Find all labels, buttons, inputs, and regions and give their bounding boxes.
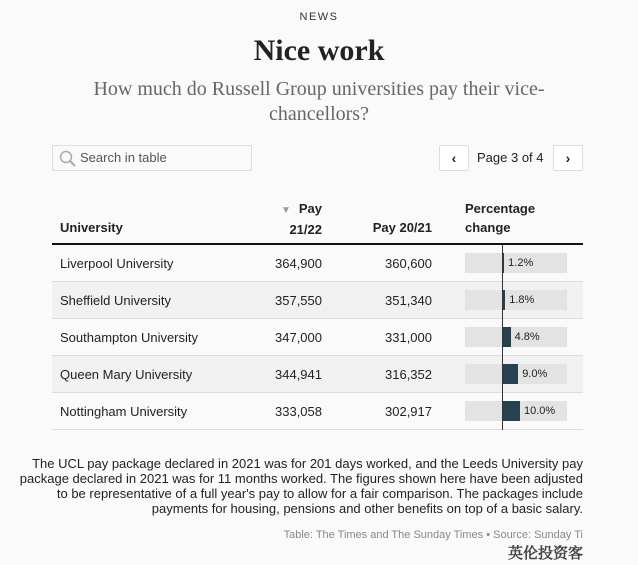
cell-university: Nottingham University bbox=[60, 404, 188, 419]
search-placeholder: Search in table bbox=[80, 150, 167, 165]
cell-pay-2021: 316,352 bbox=[385, 367, 432, 382]
table-row bbox=[52, 245, 583, 282]
cell-percentage: 1.2% bbox=[508, 257, 534, 269]
header-pay-2122[interactable]: ▼ Pay 21/22 bbox=[280, 201, 322, 237]
sort-desc-icon: ▼ bbox=[280, 205, 291, 216]
header-pay-2021[interactable]: Pay 20/21 bbox=[372, 220, 432, 235]
zero-axis-line bbox=[502, 245, 503, 430]
search-input[interactable] bbox=[52, 145, 252, 171]
cell-percentage: 9.0% bbox=[522, 368, 548, 380]
percentage-bar bbox=[502, 327, 511, 347]
footnote: The UCL pay package declared in 2021 was for 201 days worked, and the Leeds University pay package declared in 2021 was for 11 months worked. The figures shown here have been adjusted to be representative of a full year's pay to allow for a fair comparison. The packages include payments for housing, pensions and other benefits on top of a basic salary. bbox=[19, 456, 583, 516]
kicker: NEWS bbox=[299, 11, 339, 23]
cell-university: Southampton University bbox=[60, 330, 199, 345]
cell-percentage: 10.0% bbox=[524, 405, 556, 417]
table-row bbox=[52, 282, 583, 319]
cell-pay-2021: 360,600 bbox=[385, 256, 432, 271]
subtitle: How much do Russell Group universities pay their vice-chancellors? bbox=[93, 78, 545, 125]
cell-pay-2122: 364,900 bbox=[275, 256, 322, 271]
cell-percentage: 1.8% bbox=[509, 294, 535, 306]
table-row bbox=[52, 356, 583, 393]
page-title: Nice work bbox=[253, 34, 385, 67]
next-page-button[interactable]: › bbox=[553, 145, 583, 171]
cell-pay-2122: 344,941 bbox=[275, 367, 322, 382]
page-indicator: Page 3 of 4 bbox=[477, 150, 544, 165]
cell-university: Sheffield University bbox=[60, 293, 172, 308]
header-percentage-change[interactable]: Percentage change bbox=[465, 201, 536, 235]
cell-pay-2122: 357,550 bbox=[275, 293, 322, 308]
table-row bbox=[52, 319, 583, 356]
source-credit: Table: The Times and The Sunday Times • Source: Sunday Ti bbox=[283, 529, 583, 541]
prev-page-button[interactable]: ‹ bbox=[439, 145, 469, 171]
cell-university: Queen Mary University bbox=[60, 367, 193, 382]
cell-pay-2021: 302,917 bbox=[385, 404, 432, 419]
table-row bbox=[52, 393, 583, 430]
cell-pay-2122: 347,000 bbox=[275, 330, 322, 345]
cell-pay-2021: 351,340 bbox=[385, 293, 432, 308]
cell-percentage: 4.8% bbox=[514, 331, 540, 343]
percentage-bar bbox=[502, 364, 518, 384]
cell-pay-2122: 333,058 bbox=[275, 404, 322, 419]
cell-pay-2021: 331,000 bbox=[385, 330, 432, 345]
watermark: 英伦投资客 bbox=[507, 545, 583, 562]
cell-university: Liverpool University bbox=[60, 256, 174, 271]
search-icon bbox=[59, 150, 77, 168]
header-university[interactable]: University bbox=[60, 220, 123, 235]
percentage-bar bbox=[502, 401, 520, 421]
